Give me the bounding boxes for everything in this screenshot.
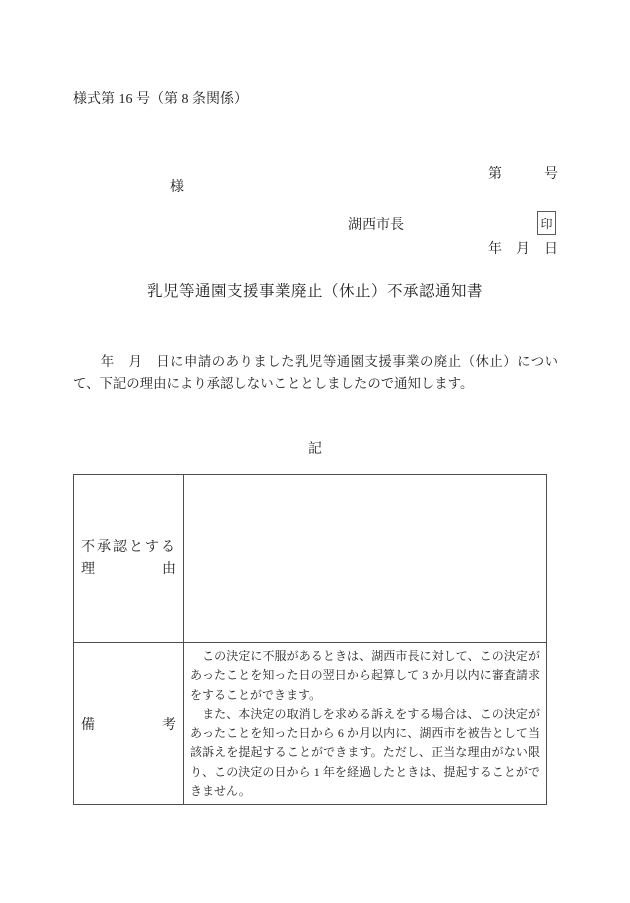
remarks-label-left: 備 xyxy=(81,717,95,733)
sender-title: 湖西市長 xyxy=(348,218,404,233)
remarks-label-right: 考 xyxy=(162,717,176,733)
doc-number-line: 第 号 xyxy=(488,167,558,182)
addressee-honorific: 様 xyxy=(170,180,184,195)
reason-table xyxy=(73,474,547,805)
reason-content-cell xyxy=(184,475,546,643)
remarks-paragraph: この決定に不服があるときは、湖西市長に対して、この決定があったことを知った日の翌日から起算して 3 か月以内に審査請求をすることができます。 xyxy=(190,649,540,702)
list-marker: 記 xyxy=(308,442,322,457)
reason-label-cell xyxy=(74,475,184,643)
form-number: 様式第 16 号（第 8 条関係） xyxy=(73,92,248,107)
remarks-content-cell xyxy=(184,643,546,804)
reason-label-line2-right: 由 xyxy=(162,561,176,577)
reason-label-line1: 不承認とする xyxy=(81,539,177,555)
remarks-label-line xyxy=(81,714,176,734)
body-paragraph: 年 月 日に申請のありました乳児等通園支援事業の廃止（休止）について、下記の理由により承認しないこととしましたので通知します。 xyxy=(73,354,558,391)
seal-box xyxy=(537,211,556,235)
remarks-label-cell xyxy=(74,643,184,804)
remarks-paragraph: また、本決定の取消しを求める訴えをする場合は、この決定があったことを知った日から 6 か月以内に、湖西市を被告として当該訴えを提起することができます。ただし、正当な理由がない限り、この決定の日から 1 年を経過したときは、提起することができません。 xyxy=(190,706,540,799)
date-line: 年 月 日 xyxy=(488,242,558,257)
reason-label-line2 xyxy=(81,559,176,581)
reason-label-line2-left: 理 xyxy=(81,561,95,577)
seal-label: 印 xyxy=(540,216,553,231)
document-title: 乳児等通園支援事業廃止（休止）不承認通知書 xyxy=(146,283,483,300)
